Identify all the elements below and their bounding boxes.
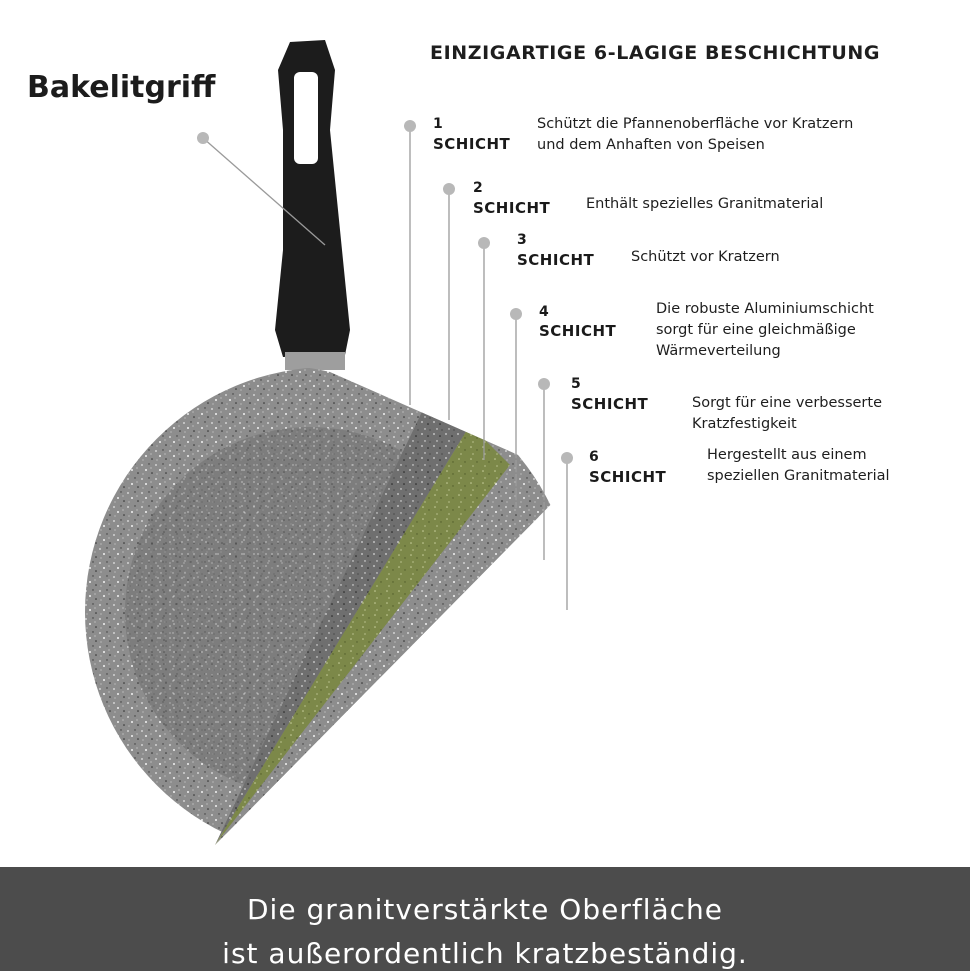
bottom-banner bbox=[0, 867, 970, 971]
banner-line-2: ist außerordentlich kratzbeständig. bbox=[222, 937, 748, 970]
pan-body bbox=[85, 367, 575, 857]
layer-1-number: 1 bbox=[433, 116, 444, 132]
layer-4-description: Die robuste Aluminiumschicht sorgt für eine gleichmäßige Wärmeverteilung bbox=[656, 301, 874, 359]
layer-4-number: 4 bbox=[539, 304, 550, 320]
handle bbox=[275, 40, 350, 370]
banner-line-1: Die granitverstärkte Oberfläche bbox=[247, 893, 723, 926]
layer-5-number: 5 bbox=[571, 376, 582, 392]
handle-hole bbox=[294, 72, 318, 164]
layer-6-description: Hergestellt aus einem speziellen Granitmaterial bbox=[707, 447, 890, 484]
layer-1-word: SCHICHT bbox=[433, 135, 511, 153]
layer-2-description: Enthält spezielles Granitmaterial bbox=[586, 196, 824, 212]
layer-3-number: 3 bbox=[517, 232, 528, 248]
layer-2-number: 2 bbox=[473, 180, 484, 196]
layer-4-word: SCHICHT bbox=[539, 322, 617, 340]
handle-rivet bbox=[285, 352, 345, 370]
layer-3-pointer bbox=[478, 237, 490, 460]
layer-6-pointer bbox=[561, 452, 573, 610]
layer-5-description: Sorgt für eine verbesserte Kratzfestigkeit bbox=[692, 395, 883, 432]
layer-6-word: SCHICHT bbox=[589, 468, 667, 486]
layer-1-pointer bbox=[404, 120, 416, 405]
layer-6-number: 6 bbox=[589, 449, 600, 465]
handle-label: Bakelitgriff bbox=[27, 70, 216, 105]
layer-3-description: Schützt vor Kratzern bbox=[631, 249, 780, 265]
layer-5-word: SCHICHT bbox=[571, 395, 649, 413]
layer-1-description: Schützt die Pfannenoberfläche vor Kratzern und dem Anhaften von Speisen bbox=[537, 116, 854, 153]
layer-2-word: SCHICHT bbox=[473, 199, 551, 217]
layer-5-pointer bbox=[538, 378, 550, 560]
infographic-title: EINZIGARTIGE 6-LAGIGE BESCHICHTUNG bbox=[430, 42, 881, 64]
layer-3-word: SCHICHT bbox=[517, 251, 595, 269]
layer-2-pointer bbox=[443, 183, 455, 420]
